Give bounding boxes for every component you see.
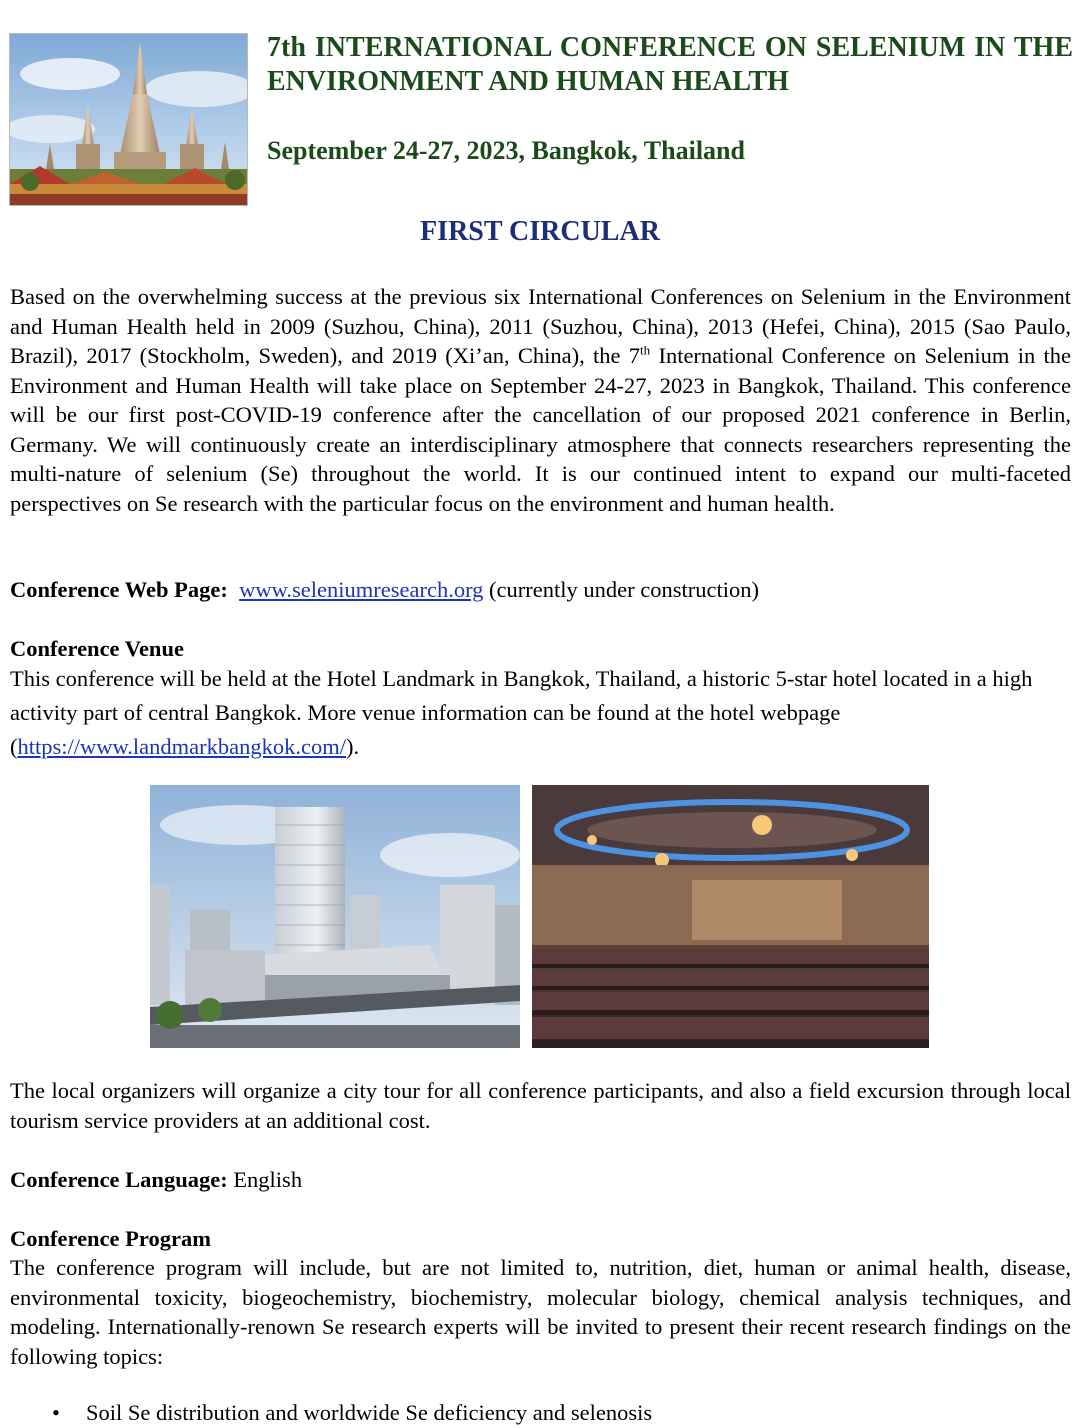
venue-heading: Conference Venue (10, 636, 184, 661)
web-page-label: Conference Web Page: (10, 577, 228, 602)
circular-title: FIRST CIRCULAR (420, 216, 660, 247)
web-page-note: (currently under construction) (489, 577, 759, 602)
intro-paragraph: Based on the overwhelming success at the previous six International Conferences on Selenium in the Environment and Human Health held in 2009 (Suzhou, China), 2011 (Suzhou, China), 2013 (Hefei, China), 2015 (Sao Paulo, Brazil), 2017 (Stockholm, Sweden), and 2019 (Xi’an, China), the 7th International Conference on Selenium in the Environment and Human Health will take place on September 24-27, 2023 in Bangkok, Thailand. This conference will be our first post-COVID-19 conference after the cancellation of our proposed 2021 conference in Berlin, Germany. We will continuously create an interdisciplinary atmosphere that connects researchers representing the multi-nature of selenium (Se) throughout the world. It is our continued intent to expand our multi-faceted perspectives on Se research with the particular focus on the environment and human health. (10, 284, 1071, 516)
language-line (10, 1165, 1071, 1195)
temple-photo (9, 33, 248, 206)
hotel-webpage-link[interactable]: https://www.landmarkbangkok.com/ (17, 734, 346, 759)
list-item: • Soil Se distribution and worldwide Se deficiency and selenosis (40, 1398, 652, 1428)
venue-paragraph: This conference will be held at the Hotel Landmark in Bangkok, Thailand, a historic 5-star hotel located in a high activity part of central Bangkok. More venue information can be found at the hotel webpage (https://www.landmarkbangkok.com/). (10, 666, 1033, 759)
hotel-exterior-photo (150, 785, 520, 1048)
language-value: English (233, 1167, 303, 1192)
topic-list (40, 1398, 652, 1428)
language-label: Conference Language: (10, 1167, 228, 1192)
program-heading: Conference Program (10, 1226, 211, 1251)
ballroom-photo (532, 785, 929, 1048)
program-paragraph: The conference program will include, but are not limited to, nutrition, diet, human or animal health, disease, environmental toxicity, biogeochemistry, biochemistry, molecular biology, chemical analysis techniques, and modeling. Internationally-renown Se research experts will be invited to present their recent research findings on the following topics: (10, 1255, 1071, 1369)
conference-dates: September 24-27, 2023, Bangkok, Thailand (267, 136, 745, 165)
web-page-line (10, 575, 1071, 605)
conference-title: 7th INTERNATIONAL CONFERENCE ON SELENIUM IN THE ENVIRONMENT AND HUMAN HEALTH (267, 32, 1073, 97)
bullet-icon: • (52, 1400, 60, 1425)
tour-paragraph: The local organizers will organize a city tour for all conference participants, and also a field excursion through local tourism service providers at an additional cost. (10, 1078, 1071, 1133)
web-page-link[interactable]: www.seleniumresearch.org (239, 577, 484, 602)
ordinal-suffix: th (640, 342, 651, 358)
